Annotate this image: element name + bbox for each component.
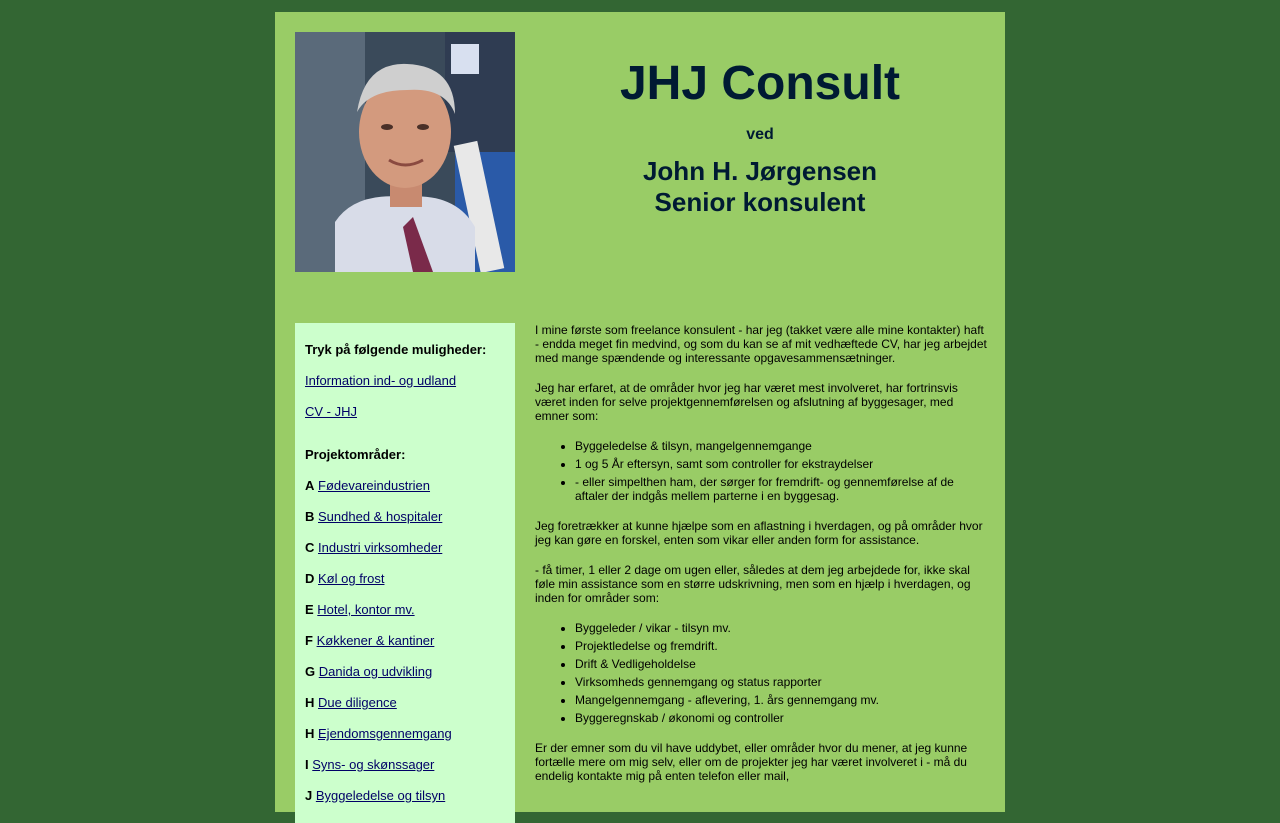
area-link-industry[interactable]: Industri virksomheder — [318, 540, 443, 555]
area-item — [305, 665, 505, 679]
area-letter: E — [305, 602, 314, 617]
list-item: • - eller simpelthen ham, der sørger for fremdrift- og gennemførelse af de aftaler der indgås mellem parterne i en byggesag. — [575, 475, 990, 503]
area-item — [305, 510, 505, 524]
area-letter: G — [305, 664, 316, 679]
area-link-food[interactable]: Fødevareindustrien — [318, 478, 431, 493]
contact-paragraph: Er der emner som du vil have uddybet, eller områder hvor du mener, at jeg kunne fortælle mere om mig selv, eller om de projekter jeg har været involveret i - må du endelig kontakte mig på enten telefon eller mail, — [535, 741, 968, 783]
list-item: • 1 og 5 År eftersyn, samt som controller for ekstraydelser — [575, 457, 990, 471]
area-letter: H — [305, 695, 315, 710]
area-link-hotel[interactable]: Hotel, kontor mv. — [317, 602, 415, 617]
area-link-due-diligence[interactable]: Due diligence — [318, 695, 397, 710]
area-item — [305, 572, 505, 586]
options-heading: Tryk på følgende muligheder: — [305, 342, 487, 357]
area-link-construction[interactable]: Byggeledelse og tilsyn — [315, 788, 446, 803]
area-letter: F — [305, 633, 313, 648]
availability-paragraph: - få timer, 1 eller 2 dage om ugen eller, således at dem jeg arbejdede for, ikke skal føle min assistance som en større udskrivning, men som en hjælp i hverdagen, og inden for områder som: — [535, 563, 971, 605]
experience-list — [535, 439, 990, 503]
list-item: • Virksomheds gennemgang og status rapporter — [575, 675, 990, 689]
areas-heading: Projektområder: — [305, 447, 406, 462]
area-letter: A — [305, 478, 315, 493]
consultant-name: John H. Jørgensen — [642, 156, 878, 186]
experience-paragraph: Jeg har erfaret, at de områder hvor jeg har været mest involveret, har fortrinsvis været inden for selve projektgennemførelsen og afslutning af byggesager, med emner som: — [535, 381, 958, 423]
area-item — [305, 696, 505, 710]
list-item: • Projektledelse og fremdrift. — [575, 639, 990, 653]
area-letter: J — [305, 788, 313, 803]
area-link-health[interactable]: Sundhed & hospitaler — [318, 509, 443, 524]
area-letter: I — [305, 757, 309, 772]
list-item: • Mangelgennemgang - aflevering, 1. års gennemgang mv. — [575, 693, 990, 707]
area-link-cooling[interactable]: Køl og frost — [318, 571, 385, 586]
list-item: • Byggeregnskab / økonomi og controller — [575, 711, 990, 725]
portrait-photo — [295, 32, 515, 272]
preference-paragraph: Jeg foretrækker at kunne hjælpe som en aflastning i hverdagen, og på områder hvor jeg kan gøre en forskel, enten som vikar eller anden form for assistance. — [535, 519, 983, 547]
header — [535, 54, 985, 218]
services-list — [535, 621, 990, 725]
area-link-property-review[interactable]: Ejendomsgennemgang — [318, 726, 452, 741]
area-letter: H — [305, 726, 315, 741]
company-title: JHJ Consult — [619, 57, 901, 110]
area-item — [305, 603, 505, 617]
page-container — [275, 12, 1005, 812]
link-cv[interactable]: CV - JHJ — [305, 404, 357, 419]
main-content — [535, 323, 990, 799]
area-item — [305, 758, 505, 772]
list-item: • Byggeleder / vikar - tilsyn mv. — [575, 621, 990, 635]
area-item — [305, 727, 505, 741]
area-item — [305, 789, 505, 803]
area-item — [305, 541, 505, 555]
by-label: ved — [746, 126, 774, 143]
area-item — [305, 479, 505, 493]
area-letter: D — [305, 571, 315, 586]
area-link-danida[interactable]: Danida og udvikling — [318, 664, 433, 679]
intro-paragraph: I mine første som freelance konsulent - har jeg (takket være alle mine kontakter) haft - endda meget fin medvind, og som du kan se af mit vedhæftede CV, har jeg arbejdet med mange spændende og interessante opgavesammensætninger. — [535, 323, 987, 365]
area-link-kitchens[interactable]: Køkkener & kantiner — [316, 633, 435, 648]
list-item: • Drift & Vedligeholdelse — [575, 657, 990, 671]
area-letter: C — [305, 540, 315, 555]
area-letter: B — [305, 509, 315, 524]
link-information[interactable]: Information ind- og udland — [305, 373, 457, 388]
sidebar — [295, 323, 515, 823]
list-item: • Byggeledelse & tilsyn, mangelgennemgange — [575, 439, 990, 453]
area-item — [305, 634, 505, 648]
area-link-inspection[interactable]: Syns- og skønssager — [312, 757, 435, 772]
consultant-role: Senior konsulent — [654, 187, 866, 217]
